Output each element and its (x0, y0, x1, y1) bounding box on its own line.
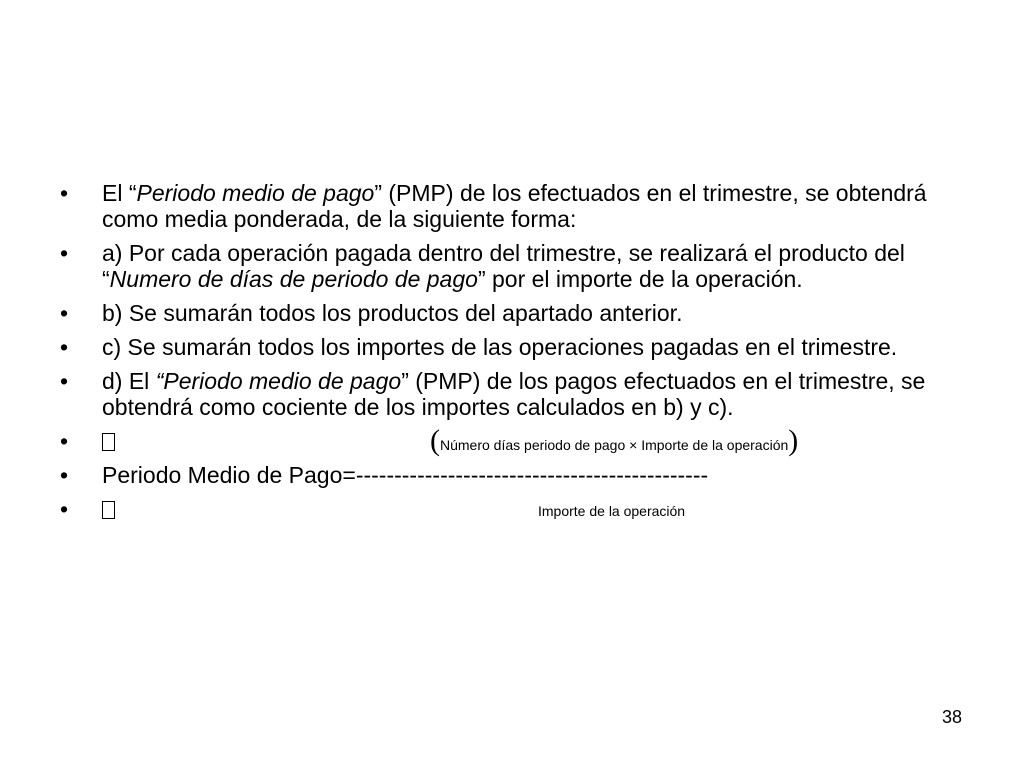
bullet-marker: • (60, 462, 69, 488)
italic-term: Numero de días de periodo de pago (109, 266, 478, 292)
formula-denominator: Importe de la operación (538, 503, 686, 519)
text: c) Se sumarán todos los importes de las operaciones pagadas en el trimestre. (102, 334, 898, 360)
text: ” por el importe de la operación. (477, 266, 803, 292)
bullet-marker: • (60, 240, 69, 266)
bullet-step-c (60, 334, 970, 360)
bullet-step-a (60, 240, 970, 292)
formula-denominator-row (60, 496, 970, 522)
bullet-step-b (60, 300, 970, 326)
formula-main-row (60, 462, 970, 488)
italic-term: “Periodo medio de pago (155, 368, 402, 394)
bullet-marker: • (60, 300, 69, 326)
bullet-step-d (60, 368, 970, 420)
open-paren: ( (430, 424, 440, 457)
bullet-marker: • (60, 496, 69, 522)
bullet-marker: • (60, 334, 69, 360)
page-number: 38 (941, 707, 962, 727)
close-paren: ) (788, 424, 799, 457)
text: El “ (102, 180, 137, 206)
italic-term: Periodo medio de pago (136, 180, 375, 206)
bullet-marker: • (60, 368, 69, 394)
formula-numerator (430, 424, 799, 458)
bullet-marker: • (60, 180, 69, 206)
fraction-line: =---------------------------------------------- (342, 462, 709, 488)
numerator-text: Número días periodo de pago × Importe de la operación (440, 437, 789, 453)
formula-numerator-row (60, 424, 970, 457)
text: ” (PMP) de los pagos efectuados en el trimestre, se obtendrá como cociente de los importes calculados en b) y c). (102, 368, 926, 420)
missing-glyph-icon (102, 433, 115, 451)
formula-label: Periodo Medio de Pago (102, 462, 343, 488)
text: b) Se sumarán todos los productos del apartado anterior. (102, 300, 683, 326)
bullet-marker: • (60, 428, 69, 454)
text: a) Por cada operación pagada dentro del trimestre, se realizará el producto del “ (102, 240, 905, 292)
bullet-pmp-definition (60, 180, 970, 232)
bullet-list (60, 180, 970, 530)
text: d) El (102, 368, 156, 394)
missing-glyph-icon (102, 501, 115, 519)
text: ” (PMP) de los efectuados en el trimestre, se obtendrá como media ponderada, de la siguiente forma: (102, 180, 927, 232)
